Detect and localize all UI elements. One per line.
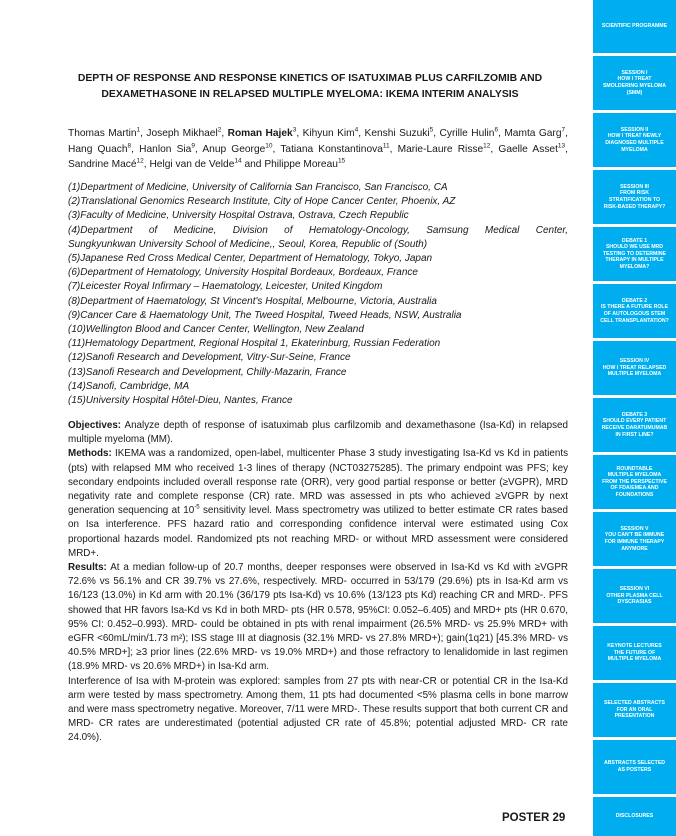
sidebar-nav-item[interactable] (593, 740, 676, 794)
sidebar-nav-item[interactable] (593, 455, 676, 509)
author-affiliation-number: 14 (234, 157, 242, 165)
sidebar-nav-label: SESSION III (620, 183, 649, 190)
sidebar-nav-label: DISCLOSURES (615, 813, 654, 820)
sidebar-nav-label: MULTIPLE MYELOMA (607, 371, 662, 378)
sidebar-nav-label: OF AUTOLOGOUS STEM (603, 311, 666, 317)
author-name: Mamta Garg (504, 128, 562, 139)
author-name: Gaelle Asset (498, 143, 558, 155)
sidebar-nav-label: FOR AN ORAL (616, 706, 653, 713)
sidebar-navigation (593, 0, 676, 836)
sidebar-nav-item[interactable] (593, 113, 676, 167)
affiliation-line: (12)Sanofi Research and Development, Vitry-Sur-Seine, France (68, 352, 351, 364)
sidebar-nav-label: AS POSTERS (617, 767, 652, 773)
author-affiliation-number: 4 (354, 126, 359, 134)
affiliation-line: (6)Department of Hematology, University Hospital Bordeaux, Bordeaux, France (68, 267, 418, 279)
sidebar-nav-item[interactable] (593, 0, 676, 53)
sidebar-nav-label: MYELOMA? (619, 263, 650, 270)
sidebar-nav-label: HOW I TREAT (617, 76, 652, 83)
results-paragraph (68, 561, 568, 675)
sidebar-nav-label: HOW I TREAT NEWLY (607, 133, 662, 140)
sidebar-nav-item[interactable] (593, 56, 676, 110)
sidebar-nav-label: OF FDA/EMEA AND (610, 485, 659, 492)
author-name: Kenshi Suzuki (364, 128, 430, 139)
sidebar-nav-item[interactable] (593, 683, 676, 737)
sidebar-nav-label: DEBATE 1 (621, 237, 648, 244)
author-affiliation-number: 2 (217, 126, 222, 134)
sidebar-nav-label: SELECTED ABSTRACTS (604, 700, 665, 707)
sidebar-nav-label: ABSTRACTS SELECTED (603, 760, 666, 767)
abstract-title (40, 71, 580, 103)
methods-label: Methods: (68, 448, 112, 460)
affiliation-line: (5)Japanese Red Cross Medical Center, Department of Hematology, Tokyo, Japan (68, 253, 433, 265)
sidebar-nav-label: THE FUTURE OF (613, 649, 656, 656)
methods-sup: -5 (194, 504, 200, 511)
affiliation-line: (11)Hematology Department, Regional Hospital 1, Ekaterinburg, Russian Federation (68, 338, 441, 350)
sidebar-nav-label: SESSION VI (619, 586, 650, 593)
sidebar-nav-item[interactable] (593, 284, 676, 338)
objectives-paragraph (68, 419, 568, 447)
sidebar-nav-label: THERAPY IN MULTIPLE (605, 257, 664, 264)
sidebar-nav-item[interactable] (593, 227, 676, 281)
sidebar-nav-label: MULTIPLE MYELOMA (607, 656, 662, 663)
sidebar-nav-item[interactable] (593, 797, 676, 836)
author-name: Helgi van de Velde (149, 159, 235, 170)
sidebar-nav-label: SCIENTIFIC PROGRAMME (601, 23, 668, 30)
sidebar-nav-label: FROM THE PERSPECTIVE (602, 478, 667, 485)
author-affiliation-number: 15 (337, 157, 346, 165)
interference-paragraph: Interference of Isa with M-protein was explored: samples from 27 pts with near-CR or potential CR in the Isa-Kd arm were tested by mass spectrometry. Among them, 11 pts had documented <5% plasma cells in bone marrow and were mass spectrometry negative. Moreover, 7/11 were MRD-. These results support that both current CR and MRD- CR rates are underestimated (potential adjusted CR rate of 45.8%; potential adjusted MRD- CR rate 24.0%). (68, 675, 568, 744)
sidebar-nav-label: CELL TRANSPLANTATION? (600, 317, 669, 324)
sidebar-nav-label: DIAGNOSED MULTIPLE (605, 140, 664, 146)
sidebar-nav-label: HOW I TREAT RELAPSED (602, 364, 667, 371)
sidebar-nav-label: SESSION II (620, 126, 649, 133)
author-affiliation-number: 8 (127, 142, 132, 150)
sidebar-nav-label: YOU CAN'T BE IMMUNE (604, 532, 665, 539)
sidebar-nav-label: ROUNDTABLE (616, 465, 653, 472)
author-affiliation-number: 6 (494, 126, 499, 134)
author-affiliation-number: 12 (483, 142, 491, 150)
sidebar-nav-label: SESSION I (621, 69, 648, 76)
title-line-1: DEPTH OF RESPONSE AND RESPONSE KINETICS OF ISATUXIMAB PLUS CARFILZOMIB AND (77, 73, 543, 84)
affiliation-line: (4)Department of Medicine, Division of Hematology-Oncology, Samsung Medical Center, (68, 224, 568, 236)
sidebar-nav-label: ANYMORE (621, 545, 648, 552)
methods-text-a: IKEMA was a randomized, open-label, multicenter Phase 3 study investigating Isa-Kd vs Kd in patients (pts) with relapsed MM who received 1-3 lines of therapy (NCT03275285). The primary endpoint was PFS; key secondary endpoints included overall response rate (ORR), very good partial response or better (≥VGPR), MRD negativity rate and complete response (CR) rate. MRD was assessed in pts who achieved ≥VGPR by next generation sequencing at 10 (68, 448, 568, 517)
author-affiliation-number: 12 (136, 157, 144, 165)
author-affiliation-number: 5 (429, 126, 434, 134)
sidebar-nav-label: RECEIVE DARATUMUMAB (601, 425, 668, 431)
author-name: Anup George (202, 143, 266, 155)
sidebar-nav-label: DEBATE 2 (621, 297, 648, 304)
author-name: Cyrille Hulin (439, 128, 495, 139)
sidebar-nav-label: MULTIPLE MYELOMA (607, 472, 662, 479)
author-name: Roman Hajek (227, 128, 293, 139)
sidebar-nav-label: TESTING TO DETERMINE (602, 250, 667, 257)
affiliation-line: (15)University Hospital Hôtel-Dieu, Nantes, France (68, 395, 293, 407)
sidebar-nav-label: RISK-BASED THERAPY? (603, 203, 666, 210)
author-name: Sandrine Macé (68, 159, 137, 170)
results-label: Results: (68, 562, 107, 574)
author-list: Thomas Martin$^1$, Joseph Mikhael$^2$, Roman Hajek$^3$, Kihyun Kim$^4$, Kenshi Suzuki$^5$, Cyrille Hulin$^6$, Mamta Garg$^7$, Hang Quach$^8$, Hanlon Sia$^9$, Anup George$^{10}$, Tatiana Konstantinova$^{11}$, Marie-Laure Risse$^{12}$, Gaelle Asset$^{13}$, Sandrine Macé$^{12}$, Helgi van de Velde$^{14}$ and Philippe Moreau$^{15}$ (68, 126, 568, 170)
author-name: Marie-Laure Risse (397, 143, 484, 155)
sidebar-nav-label: DYSCRASIAS (617, 599, 652, 606)
sidebar-nav-label: PRESENTATION (614, 713, 655, 720)
author-name: Kihyun Kim (302, 128, 355, 139)
sidebar-nav-label: FOUNDATIONS (615, 491, 654, 498)
author-affiliation-number: 7 (561, 126, 566, 134)
sidebar-nav-label: DEBATE 3 (621, 411, 648, 418)
sidebar-nav-label: SMOLDERING MYELOMA (602, 83, 667, 89)
author-name: Joseph Mikhael (146, 128, 218, 139)
sidebar-nav-label: MYELOMA (621, 146, 648, 153)
author-affiliation-number: 1 (136, 126, 141, 134)
author-affiliation-number: 9 (191, 142, 195, 150)
author-affiliation-number: 11 (382, 142, 390, 150)
author-affiliation-number: 13 (557, 142, 566, 150)
poster-number: POSTER 29 (502, 812, 566, 824)
methods-text-b: sensitivity level. Mass spectrometry was utilized to better estimate CR rates based on Isa interference. PFS hazard ratio and corresponding confidence interval were estimated using Cox proportional hazards model. Randomized pts not reaching MRD- or without MRD assessment were considered MRD+. (68, 505, 568, 559)
affiliation-line: (13)Sanofi Research and Development, Chilly-Mazarin, France (68, 366, 347, 378)
sidebar-nav-item[interactable] (593, 512, 676, 566)
author-name: Hanlon Sia (139, 143, 192, 155)
results-text: At a median follow-up of 20.7 months, deeper responses were observed in Isa-Kd vs Kd with ≥VGPR 72.6% vs 56.1% and CR 39.7% vs 27.6%, respectively. MRD- occurred in 53/179 (29.6%) pts in Isa-Kd arm vs 16/123 (13.0%) in Kd arm with 20.1% (36/179 pts Isa-Kd) vs 10.6% (13/123 pts Kd) reaching CR and MRD-. PFS showed that HR favors Isa-Kd vs Kd in both MRD- pts (HR 0.578, 95%CI: 0.052–6.405) and MRD+ pts (HR 0.670, 95% CI: 0.452–0.993). MRD- could be obtained in pts with renal impairment (26.5% MRD- vs 25.9% MRD+ with eGFR <60mL/min/1.73 m²); ISS stage III at diagnosis (32.1% MRD- vs 27.8% MRD+); gain(1q21) [45.3% MRD- vs 40.5% MRD+]; ≥3 prior lines (22.6% MRD- vs 19.0% MRD+) and those refractory to lenalidomide in last regimen (18.9% MRD- vs 20.6% MRD+) in Isa-Kd arm. (68, 562, 568, 673)
affiliation-line: (3)Faculty of Medicine, University Hospital Ostrava, Ostrava, Czech Republic (68, 210, 409, 222)
sidebar-nav-label: IN FIRST LINE? (615, 431, 654, 438)
sidebar-nav-item[interactable] (593, 170, 676, 224)
author-name: Thomas Martin (68, 128, 137, 139)
sidebar-nav-label: IS THERE A FUTURE ROLE (600, 304, 669, 311)
title-line-2: DEXAMETHASONE IN RELAPSED MULTIPLE MYELOMA: IKEMA INTERIM ANALYSIS (101, 89, 519, 100)
sidebar-nav-label: SHOULD EVERY PATIENT (602, 418, 667, 425)
affiliation-line: (1)Department of Medicine, University of California San Francisco, San Francisco, CA (68, 182, 448, 193)
sidebar-nav-label: SHOULD WE USE MRD (605, 244, 664, 251)
sidebar-nav-item[interactable] (593, 626, 676, 680)
author-affiliation-number: 3 (292, 126, 297, 134)
methods-paragraph (68, 447, 568, 561)
sidebar-nav-label: SESSION V (620, 525, 649, 532)
sidebar-nav-label: (SMM) (626, 89, 643, 96)
affiliation-line: (7)Leicester Royal Infirmary – Haematology, Leicester, United Kingdom (68, 281, 383, 293)
sidebar-nav-label: OTHER PLASMA CELL (606, 592, 663, 599)
sidebar-nav-label: KEYNOTE LECTURES (607, 643, 662, 650)
affiliation-line: (8)Department of Haematology, St Vincent's Hospital, Melbourne, Victoria, Australia (68, 295, 437, 307)
affiliation-line: Sungkyunkwan University School of Medicine,, Seoul, Korea, Republic of (South) (68, 238, 428, 250)
affiliation-line: (14)Sanofi, Cambridge, MA (68, 380, 190, 392)
affiliation-line: (9)Cancer Care & Haematology Unit, The Tweed Hospital, Tweed Heads, NSW, Australia (68, 309, 462, 321)
sidebar-nav-item[interactable] (593, 569, 676, 623)
sidebar-nav-label: FROM RISK (619, 190, 650, 197)
abstract-body (68, 419, 568, 746)
author-name: Tatiana Konstantinova (280, 143, 383, 155)
objectives-text: Analyze depth of response of isatuximab plus carfilzomib and dexamethasone (Isa-Kd) in relapsed multiple myeloma (MM). (68, 420, 568, 446)
affiliation-line: (10)Wellington Blood and Cancer Center, Wellington, New Zealand (68, 324, 364, 336)
affiliation-line: (2)Translational Genomics Research Institute, City of Hope Cancer Center, Phoenix, AZ (68, 196, 456, 208)
author-affiliation-number: 10 (265, 142, 273, 150)
objectives-label: Objectives: (68, 420, 122, 431)
sidebar-nav-label: STRATIFICATION TO (608, 197, 660, 203)
sidebar-nav-item[interactable] (593, 398, 676, 452)
author-name: Hang Quach (68, 143, 128, 155)
sidebar-nav-label: SESSION IV (619, 358, 650, 365)
author-name: Philippe Moreau (264, 159, 338, 170)
sidebar-nav-label: FOR IMMUNE THERAPY (604, 539, 665, 545)
sidebar-nav-item[interactable] (593, 341, 676, 395)
affiliation-list (68, 181, 568, 408)
